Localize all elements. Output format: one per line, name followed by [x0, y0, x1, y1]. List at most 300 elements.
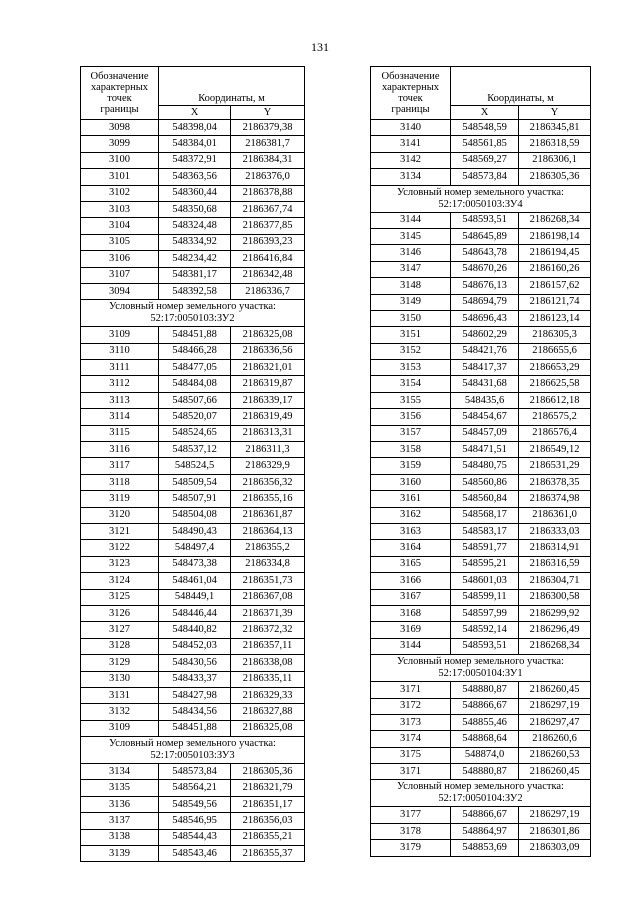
section-line: Условный номер земельного участка: — [397, 656, 564, 668]
point-label-line: Обозначение — [90, 71, 149, 82]
point-id-cell: 3155 — [371, 392, 451, 408]
point-id-cell: 3168 — [371, 605, 451, 621]
y-cell: 2186319,87 — [231, 376, 305, 392]
x-cell: 548446,44 — [159, 605, 231, 621]
y-cell: 2186321,79 — [231, 780, 305, 796]
table-row — [371, 409, 591, 425]
point-id-cell: 3137 — [81, 813, 159, 829]
point-id-cell: 3147 — [371, 261, 451, 277]
y-cell: 2186655,6 — [519, 343, 591, 359]
table-row — [81, 360, 305, 376]
table-row — [371, 261, 591, 277]
table-row — [371, 136, 591, 152]
x-cell: 548471,51 — [451, 442, 519, 458]
point-id-cell: 3163 — [371, 523, 451, 539]
x-cell: 548473,38 — [159, 556, 231, 572]
point-id-cell: 3179 — [371, 840, 451, 856]
y-cell: 2186371,39 — [231, 605, 305, 621]
y-cell: 2186333,03 — [519, 523, 591, 539]
y-cell: 2186351,73 — [231, 573, 305, 589]
x-cell: 548670,26 — [451, 261, 519, 277]
x-cell: 548564,21 — [159, 780, 231, 796]
x-cell: 548430,56 — [159, 655, 231, 671]
table-row — [81, 556, 305, 572]
y-cell: 2186268,34 — [519, 638, 591, 654]
point-id-cell: 3116 — [81, 442, 159, 458]
x-cell: 548417,37 — [451, 360, 519, 376]
table-row — [371, 747, 591, 763]
x-cell: 548599,11 — [451, 589, 519, 605]
x-cell: 548461,04 — [159, 573, 231, 589]
table-row — [81, 409, 305, 425]
point-id-cell: 3152 — [371, 343, 451, 359]
y-cell: 2186123,14 — [519, 310, 591, 326]
section-line: Условный номер земельного участка: — [397, 186, 564, 198]
point-id-cell: 3171 — [371, 764, 451, 780]
x-cell: 548360,44 — [159, 185, 231, 201]
y-cell: 2186327,88 — [231, 704, 305, 720]
x-cell: 548324,48 — [159, 218, 231, 234]
point-id-cell: 3172 — [371, 698, 451, 714]
x-cell: 548440,82 — [159, 622, 231, 638]
x-cell: 548543,46 — [159, 846, 231, 862]
point-id-cell: 3150 — [371, 310, 451, 326]
y-cell: 2186612,18 — [519, 392, 591, 408]
y-cell: 2186378,88 — [231, 185, 305, 201]
parcel-section-title — [371, 655, 591, 682]
point-id-cell: 3098 — [81, 120, 159, 136]
table-row — [81, 491, 305, 507]
table-row — [371, 228, 591, 244]
y-cell: 2186351,17 — [231, 796, 305, 812]
table-row — [371, 360, 591, 376]
point-id-cell: 3125 — [81, 589, 159, 605]
table-row — [371, 491, 591, 507]
x-cell: 548864,97 — [451, 823, 519, 839]
x-cell: 548451,88 — [159, 720, 231, 736]
x-cell: 548334,92 — [159, 234, 231, 250]
table-row — [371, 823, 591, 839]
point-id-cell: 3171 — [371, 682, 451, 698]
point-id-cell: 3109 — [81, 327, 159, 343]
point-id-cell: 3123 — [81, 556, 159, 572]
x-cell: 548363,56 — [159, 169, 231, 185]
point-id-cell: 3177 — [371, 807, 451, 823]
y-cell: 2186357,11 — [231, 638, 305, 654]
table-row — [371, 523, 591, 539]
y-cell: 2186300,58 — [519, 589, 591, 605]
x-cell: 548457,09 — [451, 425, 519, 441]
point-label-line: Обозначение — [381, 71, 440, 82]
point-id-cell: 3134 — [371, 169, 451, 185]
point-id-cell: 3106 — [81, 251, 159, 267]
point-id-cell: 3131 — [81, 687, 159, 703]
table-row — [371, 327, 591, 343]
point-id-cell: 3145 — [371, 228, 451, 244]
y-cell: 2186367,08 — [231, 589, 305, 605]
table-row — [81, 796, 305, 812]
y-cell: 2186297,47 — [519, 714, 591, 730]
table-row — [371, 376, 591, 392]
point-id-cell: 3161 — [371, 491, 451, 507]
table-row — [371, 682, 591, 698]
y-cell: 2186576,4 — [519, 425, 591, 441]
y-cell: 2186356,32 — [231, 474, 305, 490]
x-cell: 548451,88 — [159, 327, 231, 343]
y-cell: 2186361,0 — [519, 507, 591, 523]
table-row — [371, 840, 591, 856]
header-row — [371, 67, 591, 106]
table-row — [81, 573, 305, 589]
parcel-section-title — [371, 185, 591, 212]
x-cell: 548591,77 — [451, 540, 519, 556]
table-row — [81, 267, 305, 283]
point-id-cell: 3173 — [371, 714, 451, 730]
table-row — [81, 392, 305, 408]
point-id-cell: 3118 — [81, 474, 159, 490]
x-cell: 548544,43 — [159, 829, 231, 845]
y-cell: 2186342,48 — [231, 267, 305, 283]
table-row — [81, 218, 305, 234]
table-row — [371, 556, 591, 572]
x-cell: 548593,51 — [451, 638, 519, 654]
y-cell: 2186160,26 — [519, 261, 591, 277]
y-cell: 2186339,17 — [231, 392, 305, 408]
table-row — [371, 507, 591, 523]
y-cell: 2186364,13 — [231, 523, 305, 539]
point-id-cell: 3154 — [371, 376, 451, 392]
x-cell: 548645,89 — [451, 228, 519, 244]
point-id-cell: 3166 — [371, 573, 451, 589]
y-cell: 2186381,7 — [231, 136, 305, 152]
point-id-cell: 3121 — [81, 523, 159, 539]
point-id-cell: 3136 — [81, 796, 159, 812]
x-cell: 548560,84 — [451, 491, 519, 507]
x-cell: 548601,03 — [451, 573, 519, 589]
table-row — [81, 704, 305, 720]
x-cell: 548421,76 — [451, 343, 519, 359]
x-cell: 548509,54 — [159, 474, 231, 490]
table-row — [81, 605, 305, 621]
table-row — [371, 442, 591, 458]
point-id-cell: 3113 — [81, 392, 159, 408]
y-cell: 2186367,74 — [231, 201, 305, 217]
point-id-cell: 3115 — [81, 425, 159, 441]
x-cell: 548597,99 — [451, 605, 519, 621]
x-cell: 548874,0 — [451, 747, 519, 763]
y-cell: 2186355,16 — [231, 491, 305, 507]
point-id-cell: 3135 — [81, 780, 159, 796]
x-cell: 548643,78 — [451, 245, 519, 261]
parcel-section-title — [371, 780, 591, 807]
x-cell: 548537,12 — [159, 442, 231, 458]
y-cell: 2186653,29 — [519, 360, 591, 376]
y-cell: 2186319,49 — [231, 409, 305, 425]
point-id-cell: 3130 — [81, 671, 159, 687]
y-cell: 2186355,37 — [231, 846, 305, 862]
x-cell: 548880,87 — [451, 682, 519, 698]
x-cell: 548480,75 — [451, 458, 519, 474]
y-cell: 2186318,59 — [519, 136, 591, 152]
y-cell: 2186157,62 — [519, 278, 591, 294]
table-row — [371, 245, 591, 261]
x-cell: 548548,59 — [451, 120, 519, 136]
y-cell: 2186306,1 — [519, 152, 591, 168]
section-row — [81, 737, 305, 764]
y-cell: 2186384,31 — [231, 152, 305, 168]
point-id-cell: 3127 — [81, 622, 159, 638]
y-cell: 2186625,58 — [519, 376, 591, 392]
point-id-cell: 3107 — [81, 267, 159, 283]
table-row — [371, 638, 591, 654]
point-id-cell: 3102 — [81, 185, 159, 201]
x-cell: 548524,65 — [159, 425, 231, 441]
point-label-header — [81, 67, 159, 120]
section-line: 52:17:0050104:ЗУ1 — [438, 668, 523, 680]
y-cell: 2186260,53 — [519, 747, 591, 763]
point-id-cell: 3175 — [371, 747, 451, 763]
y-cell: 2186336,7 — [231, 283, 305, 299]
table-row — [81, 540, 305, 556]
point-label-line: точек — [107, 93, 132, 104]
table-row — [371, 605, 591, 621]
y-cell: 2186316,59 — [519, 556, 591, 572]
x-cell: 548868,64 — [451, 731, 519, 747]
point-id-cell: 3156 — [371, 409, 451, 425]
point-id-cell: 3140 — [371, 120, 451, 136]
point-id-cell: 3111 — [81, 360, 159, 376]
point-id-cell: 3110 — [81, 343, 159, 359]
x-cell: 548583,17 — [451, 523, 519, 539]
point-id-cell: 3141 — [371, 136, 451, 152]
section-line: Условный номер земельного участка: — [109, 738, 276, 750]
point-id-cell: 3162 — [371, 507, 451, 523]
x-cell: 548855,46 — [451, 714, 519, 730]
table-row — [81, 720, 305, 736]
y-cell: 2186297,19 — [519, 698, 591, 714]
point-id-cell: 3144 — [371, 638, 451, 654]
point-id-cell: 3117 — [81, 458, 159, 474]
table-row — [81, 152, 305, 168]
point-id-cell: 3114 — [81, 409, 159, 425]
point-id-cell: 3101 — [81, 169, 159, 185]
point-id-cell: 3148 — [371, 278, 451, 294]
section-row — [371, 780, 591, 807]
point-label-line: границы — [100, 104, 139, 115]
y-cell: 2186374,98 — [519, 491, 591, 507]
point-id-cell: 3153 — [371, 360, 451, 376]
x-cell: 548350,68 — [159, 201, 231, 217]
table-row — [371, 622, 591, 638]
y-cell: 2186338,08 — [231, 655, 305, 671]
y-cell: 2186297,19 — [519, 807, 591, 823]
point-id-cell: 3120 — [81, 507, 159, 523]
x-cell: 548452,03 — [159, 638, 231, 654]
table-row — [81, 780, 305, 796]
x-cell: 548595,21 — [451, 556, 519, 572]
y-cell: 2186305,36 — [519, 169, 591, 185]
y-cell: 2186260,45 — [519, 682, 591, 698]
table-row — [81, 343, 305, 359]
coords-header: Координаты, м — [451, 67, 591, 106]
table-row — [371, 152, 591, 168]
point-id-cell: 3122 — [81, 540, 159, 556]
y-cell: 2186296,49 — [519, 622, 591, 638]
point-id-cell: 3164 — [371, 540, 451, 556]
x-cell: 548372,91 — [159, 152, 231, 168]
y-cell: 2186121,74 — [519, 294, 591, 310]
y-cell: 2186336,56 — [231, 343, 305, 359]
point-label-line: характерных — [381, 82, 440, 93]
point-id-cell: 3134 — [81, 764, 159, 780]
x-cell: 548234,42 — [159, 251, 231, 267]
section-row — [371, 655, 591, 682]
table-row — [371, 458, 591, 474]
x-cell: 548384,01 — [159, 136, 231, 152]
x-cell: 548398,04 — [159, 120, 231, 136]
point-id-cell: 3104 — [81, 218, 159, 234]
point-id-cell: 3099 — [81, 136, 159, 152]
x-cell: 548520,07 — [159, 409, 231, 425]
point-id-cell: 3167 — [371, 589, 451, 605]
table-row — [81, 120, 305, 136]
coordinates-table-right — [370, 66, 591, 857]
x-cell: 548560,86 — [451, 474, 519, 490]
x-cell: 548573,84 — [451, 169, 519, 185]
y-cell: 2186313,31 — [231, 425, 305, 441]
point-id-cell: 3174 — [371, 731, 451, 747]
table-row — [81, 523, 305, 539]
x-cell: 548696,43 — [451, 310, 519, 326]
y-cell: 2186361,87 — [231, 507, 305, 523]
y-cell: 2186416,84 — [231, 251, 305, 267]
point-id-cell: 3158 — [371, 442, 451, 458]
x-cell: 548853,69 — [451, 840, 519, 856]
point-label-line: границы — [391, 104, 430, 115]
y-cell: 2186194,45 — [519, 245, 591, 261]
y-cell: 2186329,9 — [231, 458, 305, 474]
table-row — [371, 425, 591, 441]
point-id-cell: 3105 — [81, 234, 159, 250]
y-cell: 2186549,12 — [519, 442, 591, 458]
y-cell: 2186305,36 — [231, 764, 305, 780]
x-cell: 548561,85 — [451, 136, 519, 152]
y-cell: 2186393,23 — [231, 234, 305, 250]
section-line: 52:17:0050103:ЗУ2 — [150, 313, 235, 325]
table-row — [81, 169, 305, 185]
table-row — [81, 251, 305, 267]
section-line: 52:17:0050103:ЗУ3 — [150, 750, 235, 762]
coords-header: Координаты, м — [159, 67, 305, 106]
point-id-cell: 3138 — [81, 829, 159, 845]
x-cell: 548694,79 — [451, 294, 519, 310]
y-cell: 2186304,71 — [519, 573, 591, 589]
y-cell: 2186260,45 — [519, 764, 591, 780]
x-cell: 548880,87 — [451, 764, 519, 780]
point-label-line: точек — [398, 93, 423, 104]
x-cell: 548866,67 — [451, 807, 519, 823]
y-cell: 2186355,21 — [231, 829, 305, 845]
point-id-cell: 3159 — [371, 458, 451, 474]
table-row — [81, 185, 305, 201]
y-cell: 2186356,03 — [231, 813, 305, 829]
y-cell: 2186198,14 — [519, 228, 591, 244]
y-cell: 2186268,34 — [519, 212, 591, 228]
point-id-cell: 3094 — [81, 283, 159, 299]
y-cell: 2186372,32 — [231, 622, 305, 638]
table-row — [81, 813, 305, 829]
table-row — [81, 507, 305, 523]
table-row — [371, 120, 591, 136]
header-row — [81, 67, 305, 106]
table-row — [371, 294, 591, 310]
x-cell: 548507,66 — [159, 392, 231, 408]
x-cell: 548427,98 — [159, 687, 231, 703]
y-cell: 2186301,86 — [519, 823, 591, 839]
point-id-cell: 3100 — [81, 152, 159, 168]
table-row — [81, 846, 305, 862]
point-id-cell: 3146 — [371, 245, 451, 261]
x-cell: 548434,56 — [159, 704, 231, 720]
point-id-cell: 3128 — [81, 638, 159, 654]
point-label-header — [371, 67, 451, 120]
table-row — [81, 764, 305, 780]
table-row — [371, 573, 591, 589]
point-label-line: характерных — [90, 82, 149, 93]
x-cell: 548504,08 — [159, 507, 231, 523]
section-line: Условный номер земельного участка: — [397, 781, 564, 793]
x-cell: 548524,5 — [159, 458, 231, 474]
parcel-section-title — [81, 737, 305, 764]
y-cell: 2186325,08 — [231, 327, 305, 343]
point-id-cell: 3160 — [371, 474, 451, 490]
y-cell: 2186575,2 — [519, 409, 591, 425]
y-cell: 2186321,01 — [231, 360, 305, 376]
x-cell: 548593,51 — [451, 212, 519, 228]
point-id-cell: 3165 — [371, 556, 451, 572]
table-row — [81, 234, 305, 250]
x-cell: 548490,43 — [159, 523, 231, 539]
table-row — [371, 474, 591, 490]
section-line: 52:17:0050104:ЗУ2 — [438, 793, 523, 805]
table-row — [371, 310, 591, 326]
y-cell: 2186378,35 — [519, 474, 591, 490]
x-cell: 548549,56 — [159, 796, 231, 812]
table-row — [371, 169, 591, 185]
table-row — [371, 698, 591, 714]
x-header: X — [451, 106, 519, 120]
table-row — [371, 764, 591, 780]
y-cell: 2186334,8 — [231, 556, 305, 572]
x-cell: 548484,08 — [159, 376, 231, 392]
table-row — [371, 731, 591, 747]
x-cell: 548546,95 — [159, 813, 231, 829]
table-row — [81, 425, 305, 441]
point-id-cell: 3126 — [81, 605, 159, 621]
x-cell: 548592,14 — [451, 622, 519, 638]
y-cell: 2186260,6 — [519, 731, 591, 747]
table-row — [371, 343, 591, 359]
point-id-cell: 3178 — [371, 823, 451, 839]
table-row — [371, 278, 591, 294]
point-id-cell: 3132 — [81, 704, 159, 720]
x-cell: 548602,29 — [451, 327, 519, 343]
section-row — [371, 185, 591, 212]
point-id-cell: 3119 — [81, 491, 159, 507]
table-row — [81, 474, 305, 490]
x-cell: 548569,27 — [451, 152, 519, 168]
y-cell: 2186305,3 — [519, 327, 591, 343]
